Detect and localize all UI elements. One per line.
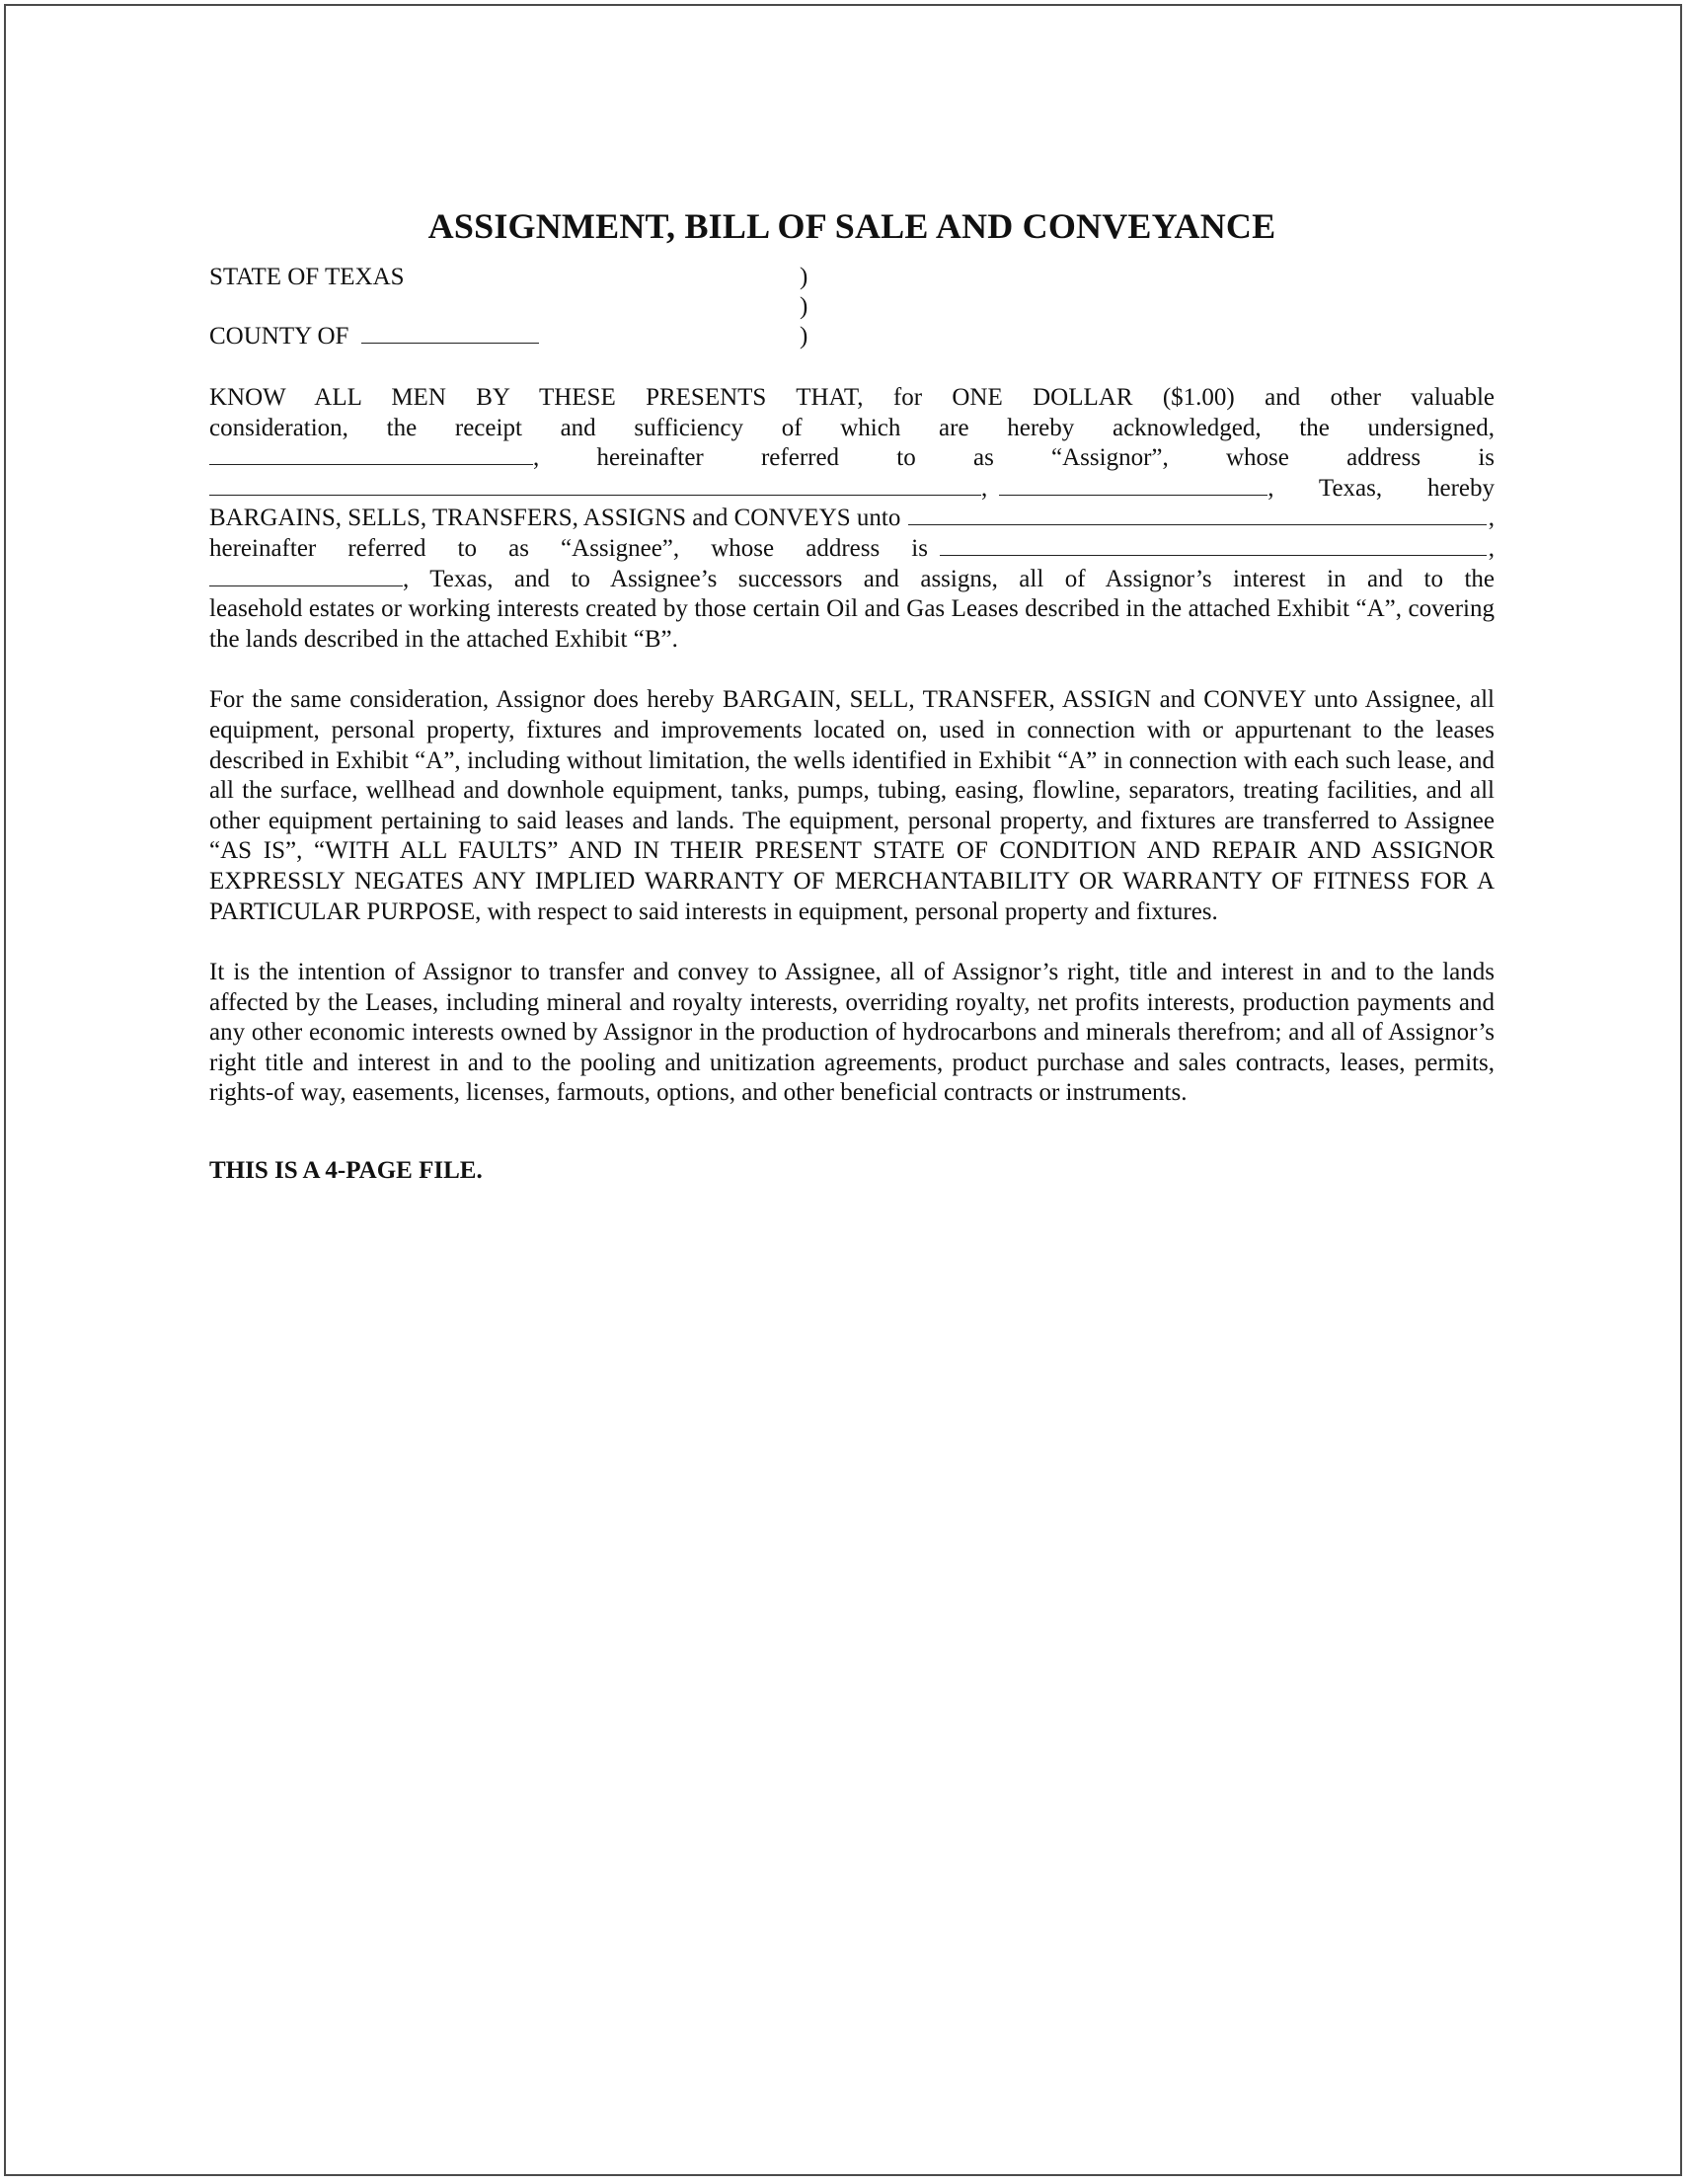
p1-line-6-comma: , bbox=[1488, 534, 1495, 562]
p1-line-4-comma: , bbox=[981, 474, 988, 502]
p1-rest: leasehold estates or working interests created by those certain Oil and Gas Leases described in the attached Exhibit “A”, covering the lands described in the attached Exhibit “B”. bbox=[209, 595, 1495, 653]
p1-line-6 bbox=[209, 534, 1495, 565]
p1-line-4 bbox=[209, 474, 1495, 505]
paragraph-equipment: For the same consideration, Assignor does hereby BARGAIN, SELL, TRANSFER, ASSIGN and CONVEY unto Assignee, all equipment, personal property, fixtures and improvements located on, used in connection with or appurtenant to the leases described in Exhibit “A”, including without limitation, the wells identified in Exhibit “A” in connection with each such lease, and all the surface, wellhead and downhole equipment, tanks, pumps, tubing, easing, flowline, separators, treating facilities, and all other equipment pertaining to said leases and lands. The equipment, personal property, and fixtures are transferred to Assignee “AS IS”, “WITH ALL FAULTS” AND IN THEIR PRESENT STATE OF CONDITION AND REPAIR AND ASSIGNOR EXPRESSLY NEGATES ANY IMPLIED WARRANTY OF MERCHANTABILITY OR WARRANTY OF FITNESS FOR A PARTICULAR PURPOSE, with respect to said interests in equipment, personal property and fixtures. bbox=[209, 686, 1495, 925]
venue-block bbox=[209, 263, 1495, 353]
p1-line-7 bbox=[209, 565, 1495, 595]
paragraph-conveyance bbox=[209, 383, 1495, 655]
assignor-name-blank bbox=[209, 444, 533, 465]
p1-line-1: KNOW ALL MEN BY THESE PRESENTS THAT, for ONE DOLLAR ($1.00) and other valuable bbox=[209, 384, 1495, 411]
page-frame bbox=[4, 4, 1682, 2176]
assignee-city-blank bbox=[209, 566, 403, 586]
assignee-name-blank bbox=[908, 507, 1486, 525]
document-title: ASSIGNMENT, BILL OF SALE AND CONVEYANCE bbox=[427, 206, 1276, 246]
document-body bbox=[209, 203, 1495, 1187]
p1-line-7-text: , Texas, and to Assignee’s successors and assigns, all of Assignor’s interest in and to the bbox=[403, 565, 1495, 592]
p1-line-4-text: , Texas, hereby bbox=[1268, 474, 1495, 502]
p1-line-6-text: hereinafter referred to as “Assignee”, whose address is bbox=[209, 534, 928, 562]
county-row bbox=[209, 322, 539, 351]
p1-line-5-text: BARGAINS, SELLS, TRANSFERS, ASSIGNS and CONVEYS unto bbox=[209, 505, 901, 532]
assignor-city-blank bbox=[999, 475, 1268, 496]
state-label: STATE OF TEXAS bbox=[209, 264, 405, 290]
assignee-address-blank bbox=[940, 537, 1487, 556]
paren-1: ) bbox=[800, 264, 808, 290]
page-count-notice: THIS IS A 4-PAGE FILE. bbox=[209, 1157, 483, 1185]
paren-3: ) bbox=[800, 323, 808, 350]
p1-line-3-text: , hereinafter referred to as “Assignor”, whose address is bbox=[533, 444, 1495, 472]
paragraph-intention: It is the intention of Assignor to transfer and convey to Assignee, all of Assignor’s right, title and interest in and to the lands affected by the Leases, including mineral and royalty interests, overriding royalty, net profits interests, production payments and any other economic interests owned by Assignor in the production of hydrocarbons and minerals therefrom; and all of Assignor’s right title and interest in and to the pooling and unitization agreements, product purchase and sales contracts, leases, permits, rights-of way, easements, licenses, farmouts, options, and other beneficial contracts or instruments. bbox=[209, 959, 1495, 1107]
p1-line-3 bbox=[209, 443, 1495, 474]
p1-line-5-comma: , bbox=[1488, 505, 1495, 532]
p1-line-5 bbox=[209, 504, 1495, 534]
paren-2: ) bbox=[800, 293, 808, 320]
county-blank bbox=[361, 323, 539, 344]
p1-line-2: consideration, the receipt and sufficiency of which are hereby acknowledged, the undersigned, bbox=[209, 414, 1495, 441]
assignor-address-blank bbox=[209, 475, 981, 496]
county-label: COUNTY OF bbox=[209, 323, 349, 350]
